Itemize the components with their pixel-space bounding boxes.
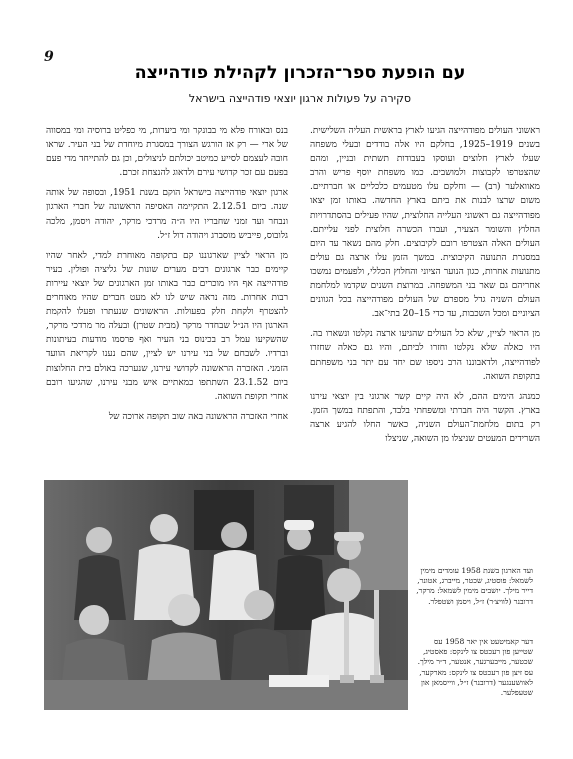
paragraph: ראשוני העולים מפודהייצה הגיעו לארץ בראשית העליה השלישית. בשנים 1919–1925, בחלקם היו אלה בודדים ובעלי משפחה שעלו לארץ חלוצים ועוסקו בעבודות תשתית ובניין, ומהם שהצטרפו לקבוצות ולמושבים. כמו משפחת יוסף פריש והרב מאוואלער (רב) — וחלקם עלו מטעמים כלכליים או חברתיים. משום שרצו לבנות את ביתם בארץ החדשה. באותו זמן יצאו מפודהייצה גם ראשוני העלייה החלוצית, שהיו פעילים בהסתדרויות החלוץ והשומר הצעיר, ועברו הכשרה חלוצית לפני עלייתם. העולים האלה הצטרפו רובם לקיבוצים. חלק מהם נשאר עד היום במסגרת התנועה הקיבוצית. במשך הזמן עלו ארצה גם עולים מתנועות אחרות, כגון הנוער הציוני והחלוץ הכללי, ולפעמים נמשכו אחריהם גם שאר בני המשפחה. במרוצת השנים שקדמו למלחמת העולם השניה גדל מספרם של העולים מפודהייצה בכל הגוונים הציוניים ומכל השכבות, עד כדי 15–20 בתי־אב. [310, 126, 540, 320]
group-photo [44, 480, 408, 710]
paragraph: אחרי האזכרה הראשונה באה שוב תקופה ארוכה של [108, 411, 288, 422]
group-photo-drawing [44, 480, 408, 710]
paragraph: מן הראוי לציין, שלא כל העולים שהגיעו ארצה נקלטו ונשארו בה. היו כאלה שלא נקלטו וחזרו לביתם, והיו גם כאלה שחזרו לפודהייצה, ולדאבוננו הרב ניספו שם יחד עם יתר בני משפחתם בתקופת השואה. [310, 329, 540, 382]
photo-caption-yiddish: דער קאמיטעט אין יאר 1958 עס שטייען פון רעכטס צו לינקס: פאסטיג, שכטער, מייבערגער, אנטער, ד״ר מילך. עס זיצן פון רעכטס צו לינקס: מארקער, לאוושענגער (דרובנר) ז״ל, ווייסמאן און שטעפלער. [417, 637, 533, 698]
text-column-left [46, 124, 288, 424]
page-number: 9 [44, 49, 54, 65]
paragraph: בנס ובאורח פלא מי בבונקר ומי ביערות, מי כפליט ברוסיה ומי במסווה של ארי — רק אז הורגש הצורך במסגרת מיוחדת של בני העיר. שראו חובה לעצמם לסייע כמיטב יכולתם לניצולים, וכן גם להתייחד מדי פעם בפעם עם זכר קדושי עירם ולדאוג להנצחת זכרם. [46, 126, 288, 179]
paragraph: כמנהג הימים ההם, לא היה קיים קשר ארגוני בין יוצאי עירנו בארץ. הקשר היה חברתי ומשפחתי בלבד, והתפתח במשך הזמן. רק בתום מלחמת־העולם השניה, כאשר החלו להגיע ארצה השרידים המעטים שניצלו מן השואה, שניצלו [310, 391, 540, 444]
paragraph: ארגון יוצאי פודהייצה בישראל הוקם בשנת 1951, ובסופה של אותה שנה. ביום 2.12.51 התקיימה האסיפה הראשונה של חברי הארגון ונבחר ועד זמני שחבריו היו ה״ה מרדכי מרקר, יהודה ויסמן, מלכה גלובוס, פייביש מוסברג ויהודה דול ז״ל. [46, 188, 289, 241]
paragraph: מן הראוי לציין שארגוננו קם בתקופה מאוחרת למדי, לאחר שהיו קיימים כבר ארגונים רבים מערים שונות של גליציה ופולין. בעיר פודהייצה אף היו מוכרים כבר באותו זמן הארגונים של יוצאי עיירות רבות אחרות. מזה נראה שיש לנו לא מעט חברים שהיו מאוחרים להצטרף ולקחת חלק בפעולות. הראשונים שנעתרו ופעלו להקמת הארגון היו הנ״ל שבחדר מרקר (מבית שטרן) ובעלה מר מרדכי מרקר, שהשקיעו עמל רב בכינוס בני העיר ואף פרסמו מודעות בעיתונות וברדיו. לשבחם של בני עירנו יש לציין, שהם נענו לקריאת הוועד הזמני. האזכרה הראשונה לקדושי עירנו, שנערכה באולם בית החלוצות ביום 23.1.52 השתתפו כמאתיים איש מבני עירנו, שהגיעו רובם אחרי תקופת השואה. [46, 250, 288, 402]
page-subtitle: סקירה על פעולות ארגון יוצאי פודהייצה בישראל [188, 92, 412, 105]
photo-caption-hebrew: ועד הארגון בשנת 1958 עומדים מימין לשמאל: פוסטיג, שכטר, מייברג, אטונר, דייר מילך. יושבים מימין לשמאל: מרקר, דרובנר (לוויצ׳ר) ז״ל, ויסמן ושטפלר. [416, 566, 533, 606]
text-column-right [310, 124, 540, 446]
page-title: עם הופעת ספר־הזכרון לקהילת פודהייצה [134, 63, 466, 83]
